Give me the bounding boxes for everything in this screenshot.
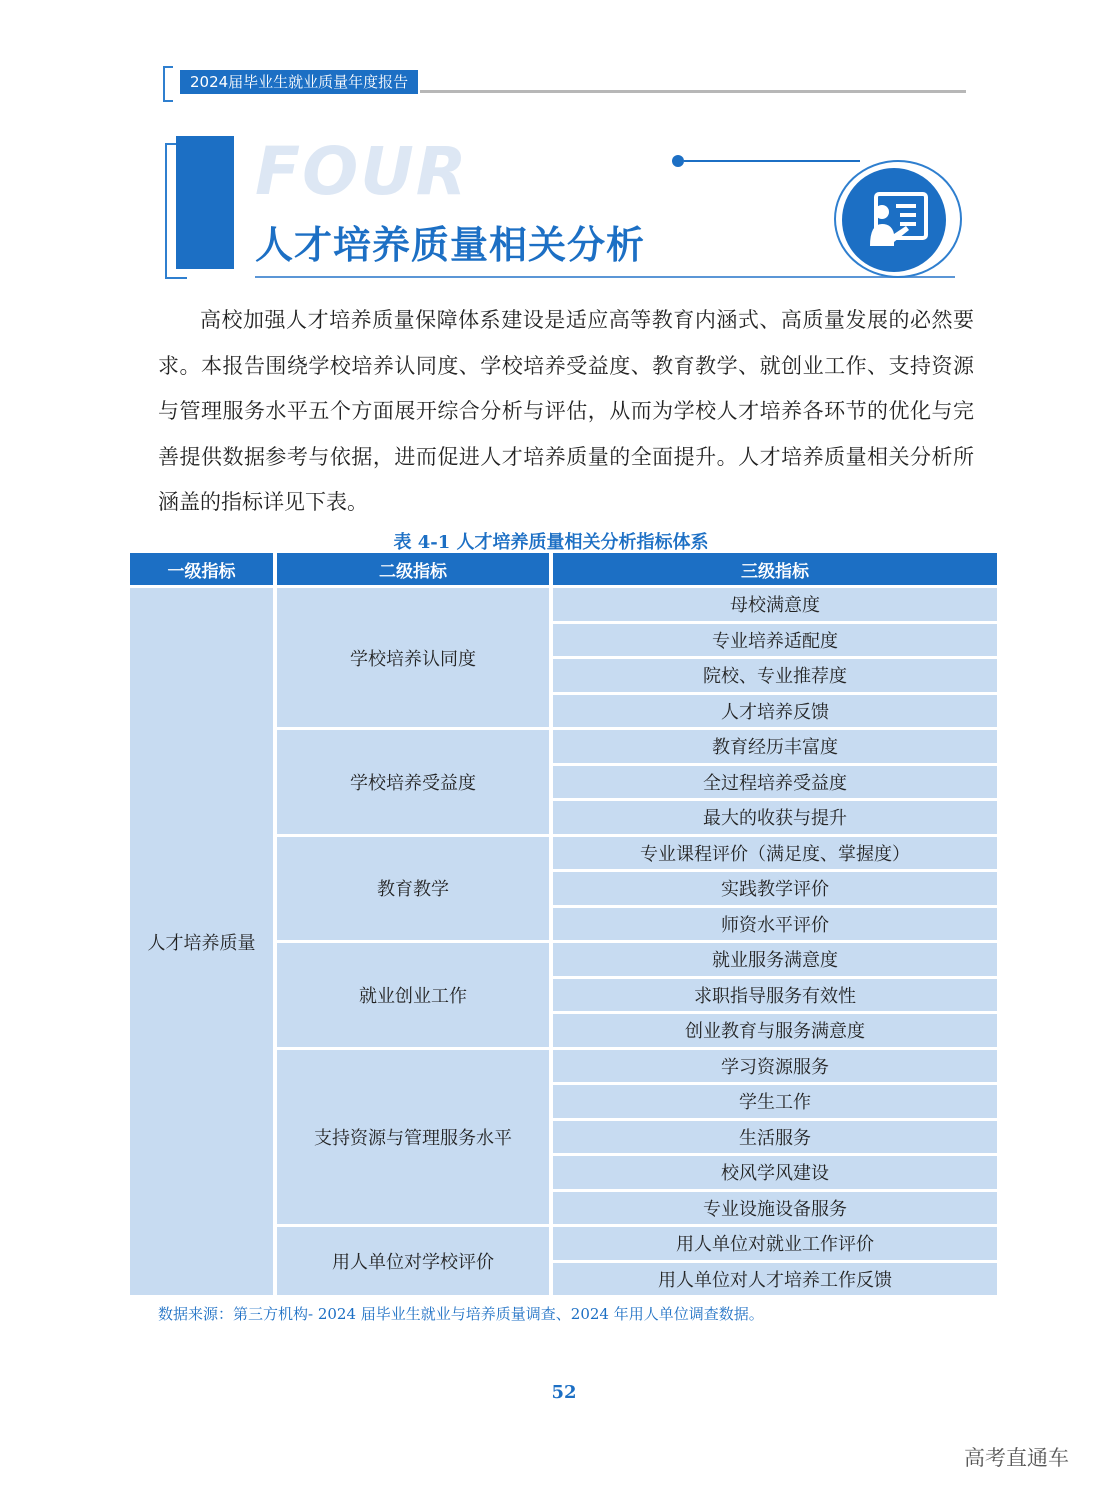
level2-cell: 支持资源与管理服务水平 <box>277 1050 549 1225</box>
level3-cell: 教育经历丰富度 <box>553 730 997 763</box>
level3-cell: 生活服务 <box>553 1121 997 1154</box>
watermark: 高考直通车 <box>964 1446 1069 1470</box>
table-caption: 表 4-1 人才培养质量相关分析指标体系 <box>393 532 709 553</box>
level3-cell: 最大的收获与提升 <box>553 801 997 834</box>
chapter-dot <box>672 155 684 167</box>
table-header-level1: 一级指标 <box>130 553 273 585</box>
level3-cell: 院校、专业推荐度 <box>553 659 997 692</box>
level3-cell: 学习资源服务 <box>553 1050 997 1083</box>
level3-cell: 专业课程评价（满足度、掌握度） <box>553 837 997 870</box>
level3-cell: 就业服务满意度 <box>553 943 997 976</box>
header-rule <box>420 90 966 93</box>
chapter-bar <box>176 136 234 269</box>
level1-cell: 人才培养质量 <box>130 588 273 1295</box>
indicator-table <box>130 553 997 1299</box>
level3-cell: 学生工作 <box>553 1085 997 1118</box>
table-header-level2: 二级指标 <box>277 553 549 585</box>
report-title-tab: 2024届毕业生就业质量年度报告 <box>180 70 418 94</box>
page-number: 52 <box>551 1382 577 1403</box>
level3-cell: 求职指导服务有效性 <box>553 979 997 1012</box>
level3-cell: 用人单位对就业工作评价 <box>553 1227 997 1260</box>
level3-cell: 师资水平评价 <box>553 908 997 941</box>
intro-paragraph: 高校加强人才培养质量保障体系建设是适应高等教育内涵式、高质量发展的必然要求。本报告围绕学校培养认同度、学校培养受益度、教育教学、就创业工作、支持资源与管理服务水平五个方面展开综合分析与评估，从而为学校人才培养各环节的优化与完善提供数据参考与依据，进而促进人才培养质量的全面提升。人才培养质量相关分析所涵盖的指标详见下表。 <box>158 308 974 514</box>
level3-cell: 实践教学评价 <box>553 872 997 905</box>
level3-cell: 专业培养适配度 <box>553 624 997 657</box>
level2-cell: 就业创业工作 <box>277 943 549 1047</box>
level3-cell: 母校满意度 <box>553 588 997 621</box>
level3-cell: 用人单位对人才培养工作反馈 <box>553 1263 997 1296</box>
header-bracket <box>163 66 173 102</box>
table-header-level3: 三级指标 <box>553 553 997 585</box>
level3-cell: 创业教育与服务满意度 <box>553 1014 997 1047</box>
level3-cell: 人才培养反馈 <box>553 695 997 728</box>
level2-cell: 学校培养受益度 <box>277 730 549 834</box>
presentation-board-icon <box>866 190 930 250</box>
level2-cell: 用人单位对学校评价 <box>277 1227 549 1295</box>
chapter-bottom-line <box>255 276 955 278</box>
level3-cell: 校风学风建设 <box>553 1156 997 1189</box>
level2-cell: 教育教学 <box>277 837 549 941</box>
chapter-number-word: FOUR <box>255 133 469 210</box>
source-note: 数据来源：第三方机构- 2024 届毕业生就业与培养质量调查、2024 年用人单位调查数据。 <box>158 1305 764 1323</box>
level3-cell: 专业设施设备服务 <box>553 1192 997 1225</box>
chapter-title: 人才培养质量相关分析 <box>255 223 646 267</box>
chapter-top-line <box>684 160 860 162</box>
level2-cell: 学校培养认同度 <box>277 588 549 727</box>
level3-cell: 全过程培养受益度 <box>553 766 997 799</box>
